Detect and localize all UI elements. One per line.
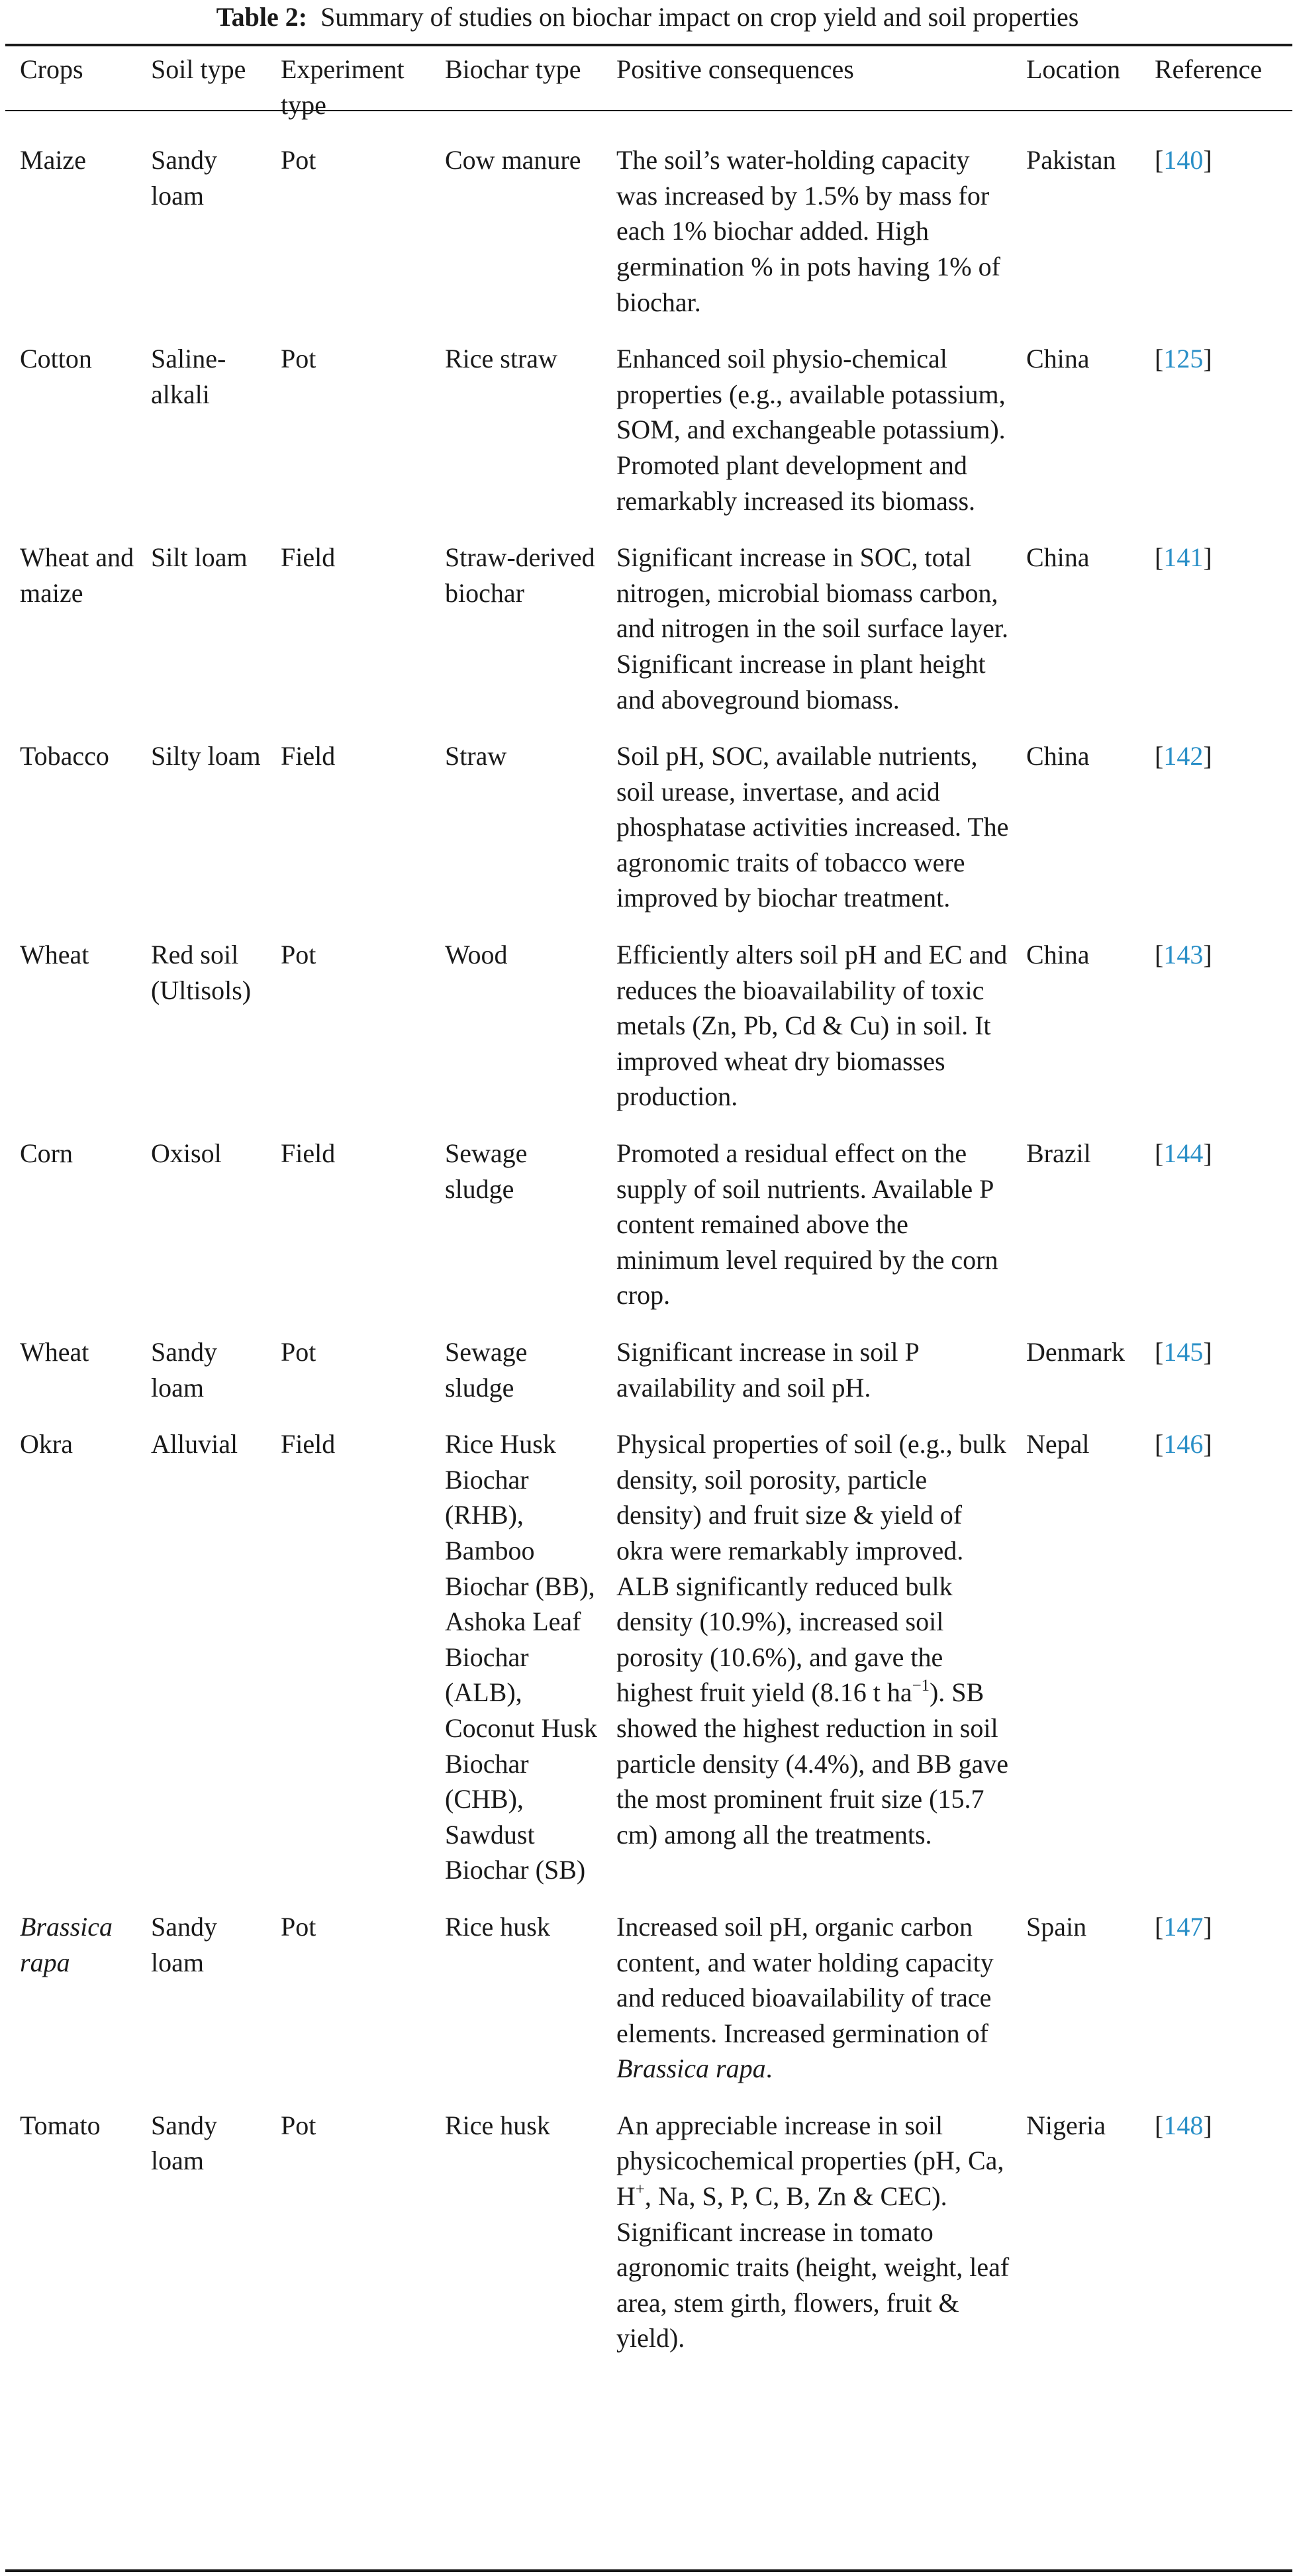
cell-crop: Cotton <box>20 344 92 374</box>
cell-soil-type: Sandy loam <box>151 145 217 211</box>
reference-link[interactable]: 141 <box>1163 542 1204 573</box>
cell-consequences: Physical properties of soil (e.g., bulk density, soil porosity, particle density) and fruit size & yield of okra were remarkably improved. ALB significantly reduced bulk density (10.9%), increased soil porosity (10.6%), and gave the highest fruit yield (8.16 t $ha^{-1}$). SB showed the highest reduction in soil particle density (4.4%), and BB gave the most prominent fruit size (15.7 cm) among all the treatments. <box>616 1429 1009 1850</box>
cell-reference: [144] <box>1155 1138 1212 1169</box>
cell-experiment-type: Field <box>281 741 336 771</box>
cell-soil-type: Sandy loam <box>151 1911 217 1977</box>
cell-location: Pakistan <box>1026 145 1116 175</box>
cell-soil-type: Saline-alkali <box>151 344 226 409</box>
cell-soil-type: Sandy loam <box>151 1337 217 1403</box>
cell-experiment-type: Pot <box>281 1911 316 1942</box>
cell-location: China <box>1026 344 1090 374</box>
cell-consequences <box>602 540 1012 738</box>
header-crops: Crops <box>20 54 83 84</box>
cell-crop: Wheat <box>20 1337 89 1367</box>
cell-biochar-type: Straw <box>445 741 507 771</box>
cell-location: China <box>1026 741 1090 771</box>
cell-soil-type: Silty loam <box>151 741 261 771</box>
cell-consequences: Efficiently alters soil pH and EC and reduces the bioavailability of toxic metals (Zn, Pb, Cd & Cu) in soil. It improved wheat dry biomasses production. <box>616 940 1008 1112</box>
cell-consequences: Promoted a residual effect on the supply of soil nutrients. Available P content remained above the minimum level required by the corn crop. <box>616 1138 998 1311</box>
reference-link[interactable]: 143 <box>1163 940 1204 970</box>
table-caption-text: Summary of studies on biochar impact on crop yield and soil properties <box>320 2 1079 32</box>
cell-reference: [142] <box>1155 741 1212 771</box>
cell-location: China <box>1026 542 1090 573</box>
cell-experiment-type: Pot <box>281 344 316 374</box>
cell-experiment-type: Pot <box>281 1337 316 1367</box>
table-row <box>5 1909 1292 2108</box>
reference-link[interactable]: 144 <box>1163 1138 1204 1169</box>
cell-experiment-type: Field <box>281 1429 336 1460</box>
table-row <box>5 123 1292 341</box>
cell-biochar-type: Wood <box>445 940 508 970</box>
cell-crop: Brassica rapa <box>20 1911 113 1977</box>
cell-location: China <box>1026 940 1090 970</box>
cell-experiment-type: Field <box>281 542 336 573</box>
cell-consequences: Significant increase in soil P availability and soil pH. <box>616 1337 919 1403</box>
reference-link[interactable]: 140 <box>1163 145 1204 175</box>
cell-reference: [141] <box>1155 542 1212 573</box>
cell-location: Denmark <box>1026 1337 1125 1367</box>
cell-consequences: Soil pH, SOC, available nutrients, soil urease, invertase, and acid phosphatase activities increased. The agronomic traits of tobacco were improved by biochar treatment. <box>616 741 1009 913</box>
table-row <box>5 1334 1292 1426</box>
bottom-rule <box>5 2569 1292 2572</box>
consequences-paragraph: Significant increase in plant height and aboveground biomass. <box>616 648 986 715</box>
reference-link[interactable]: 148 <box>1163 2110 1204 2140</box>
cell-soil-type: Oxisol <box>151 1138 222 1169</box>
header-reference: Reference <box>1155 54 1263 84</box>
header-location: Location <box>1026 54 1121 84</box>
cell-consequences: Increased soil pH, organic carbon content, and water holding capacity and reduced bioavailability of trace elements. Increased germination of Brassica rapa. <box>616 1911 994 2084</box>
header-positive-consequences: Positive consequences <box>616 54 854 84</box>
cell-crop: Wheat and maize <box>20 542 134 608</box>
cell-biochar-type: Rice Husk Biochar (RHB), Bamboo Biochar (BB), Ashoka Leaf Biochar (ALB), Coconut Husk Biochar (CHB), Sawdust Biochar (SB) <box>445 1429 597 1885</box>
cell-biochar-type: Sewage sludge <box>445 1337 528 1403</box>
reference-link[interactable]: 147 <box>1163 1911 1204 1942</box>
header-row <box>5 48 1292 123</box>
table-row <box>5 1426 1292 1909</box>
cell-crop: Tomato <box>20 2110 101 2140</box>
cell-reference: [143] <box>1155 940 1212 970</box>
cell-consequences: Enhanced soil physio-chemical properties (e.g., available potassium, SOM, and exchangeable potassium). Promoted plant development and remarkably increased its biomass. <box>616 344 1006 516</box>
cell-crop: Tobacco <box>20 741 109 771</box>
cell-reference: [125] <box>1155 344 1212 374</box>
table-caption-label: Table 2: <box>216 2 308 32</box>
cell-reference: [146] <box>1155 1429 1212 1460</box>
cell-experiment-type: Pot <box>281 145 316 175</box>
reference-link[interactable]: 142 <box>1163 741 1204 771</box>
cell-experiment-type: Field <box>281 1138 336 1169</box>
header-biochar-type: Biochar type <box>445 54 581 84</box>
cell-reference: [148] <box>1155 2110 1212 2140</box>
top-rule <box>5 44 1292 46</box>
reference-link[interactable]: 125 <box>1163 344 1204 374</box>
cell-biochar-type: Rice husk <box>445 2110 550 2140</box>
header-experiment-type: Experiment type <box>281 54 405 120</box>
cell-reference: [145] <box>1155 1337 1212 1367</box>
cell-biochar-type: Rice straw <box>445 344 557 374</box>
cell-experiment-type: Pot <box>281 940 316 970</box>
cell-consequences: An appreciable increase in soil physicochemical properties (pH, Ca, H+, Na, S, P, C, B, Zn & CEC). Significant increase in tomato agronomic traits (height, weight, leaf area, stem girth, flowers, fruit & yield). <box>616 2110 1010 2353</box>
cell-consequences: The soil’s water-holding capacity was increased by 1.5% by mass for each 1% biochar added. High germination % in pots having 1% of biochar. <box>616 145 1000 317</box>
reference-link[interactable]: 146 <box>1163 1429 1204 1460</box>
cell-crop: Maize <box>20 145 86 175</box>
cell-crop: Wheat <box>20 940 89 970</box>
cell-soil-type: Red soil (Ultisols) <box>151 940 252 1005</box>
cell-location: Brazil <box>1026 1138 1091 1169</box>
cell-reference: [140] <box>1155 145 1212 175</box>
cell-experiment-type: Pot <box>281 2110 316 2140</box>
cell-soil-type: Sandy loam <box>151 2110 217 2176</box>
summary-table <box>5 48 1292 2377</box>
cell-biochar-type: Sewage sludge <box>445 1138 528 1204</box>
table-row <box>5 738 1292 937</box>
cell-biochar-type: Cow manure <box>445 145 581 175</box>
table-row <box>5 2108 1292 2377</box>
cell-location: Nepal <box>1026 1429 1090 1460</box>
table-row <box>5 937 1292 1136</box>
header-soil-type: Soil type <box>151 54 246 84</box>
consequences-paragraph: Significant increase in SOC, total nitrogen, microbial biomass carbon, and nitrogen in the soil surface layer. <box>616 542 1009 644</box>
table-row <box>5 341 1292 540</box>
cell-crop: Corn <box>20 1138 73 1169</box>
table-row <box>5 540 1292 738</box>
table-row <box>5 1136 1292 1334</box>
cell-soil-type: Silt loam <box>151 542 248 573</box>
reference-link[interactable]: 145 <box>1163 1337 1204 1367</box>
cell-soil-type: Alluvial <box>151 1429 238 1460</box>
table-caption <box>0 3 1295 32</box>
cell-crop: Okra <box>20 1429 73 1460</box>
cell-location: Spain <box>1026 1911 1087 1942</box>
cell-location: Nigeria <box>1026 2110 1106 2140</box>
cell-biochar-type: Rice husk <box>445 1911 550 1942</box>
cell-reference: [147] <box>1155 1911 1212 1942</box>
cell-biochar-type: Straw-derived biochar <box>445 542 595 608</box>
